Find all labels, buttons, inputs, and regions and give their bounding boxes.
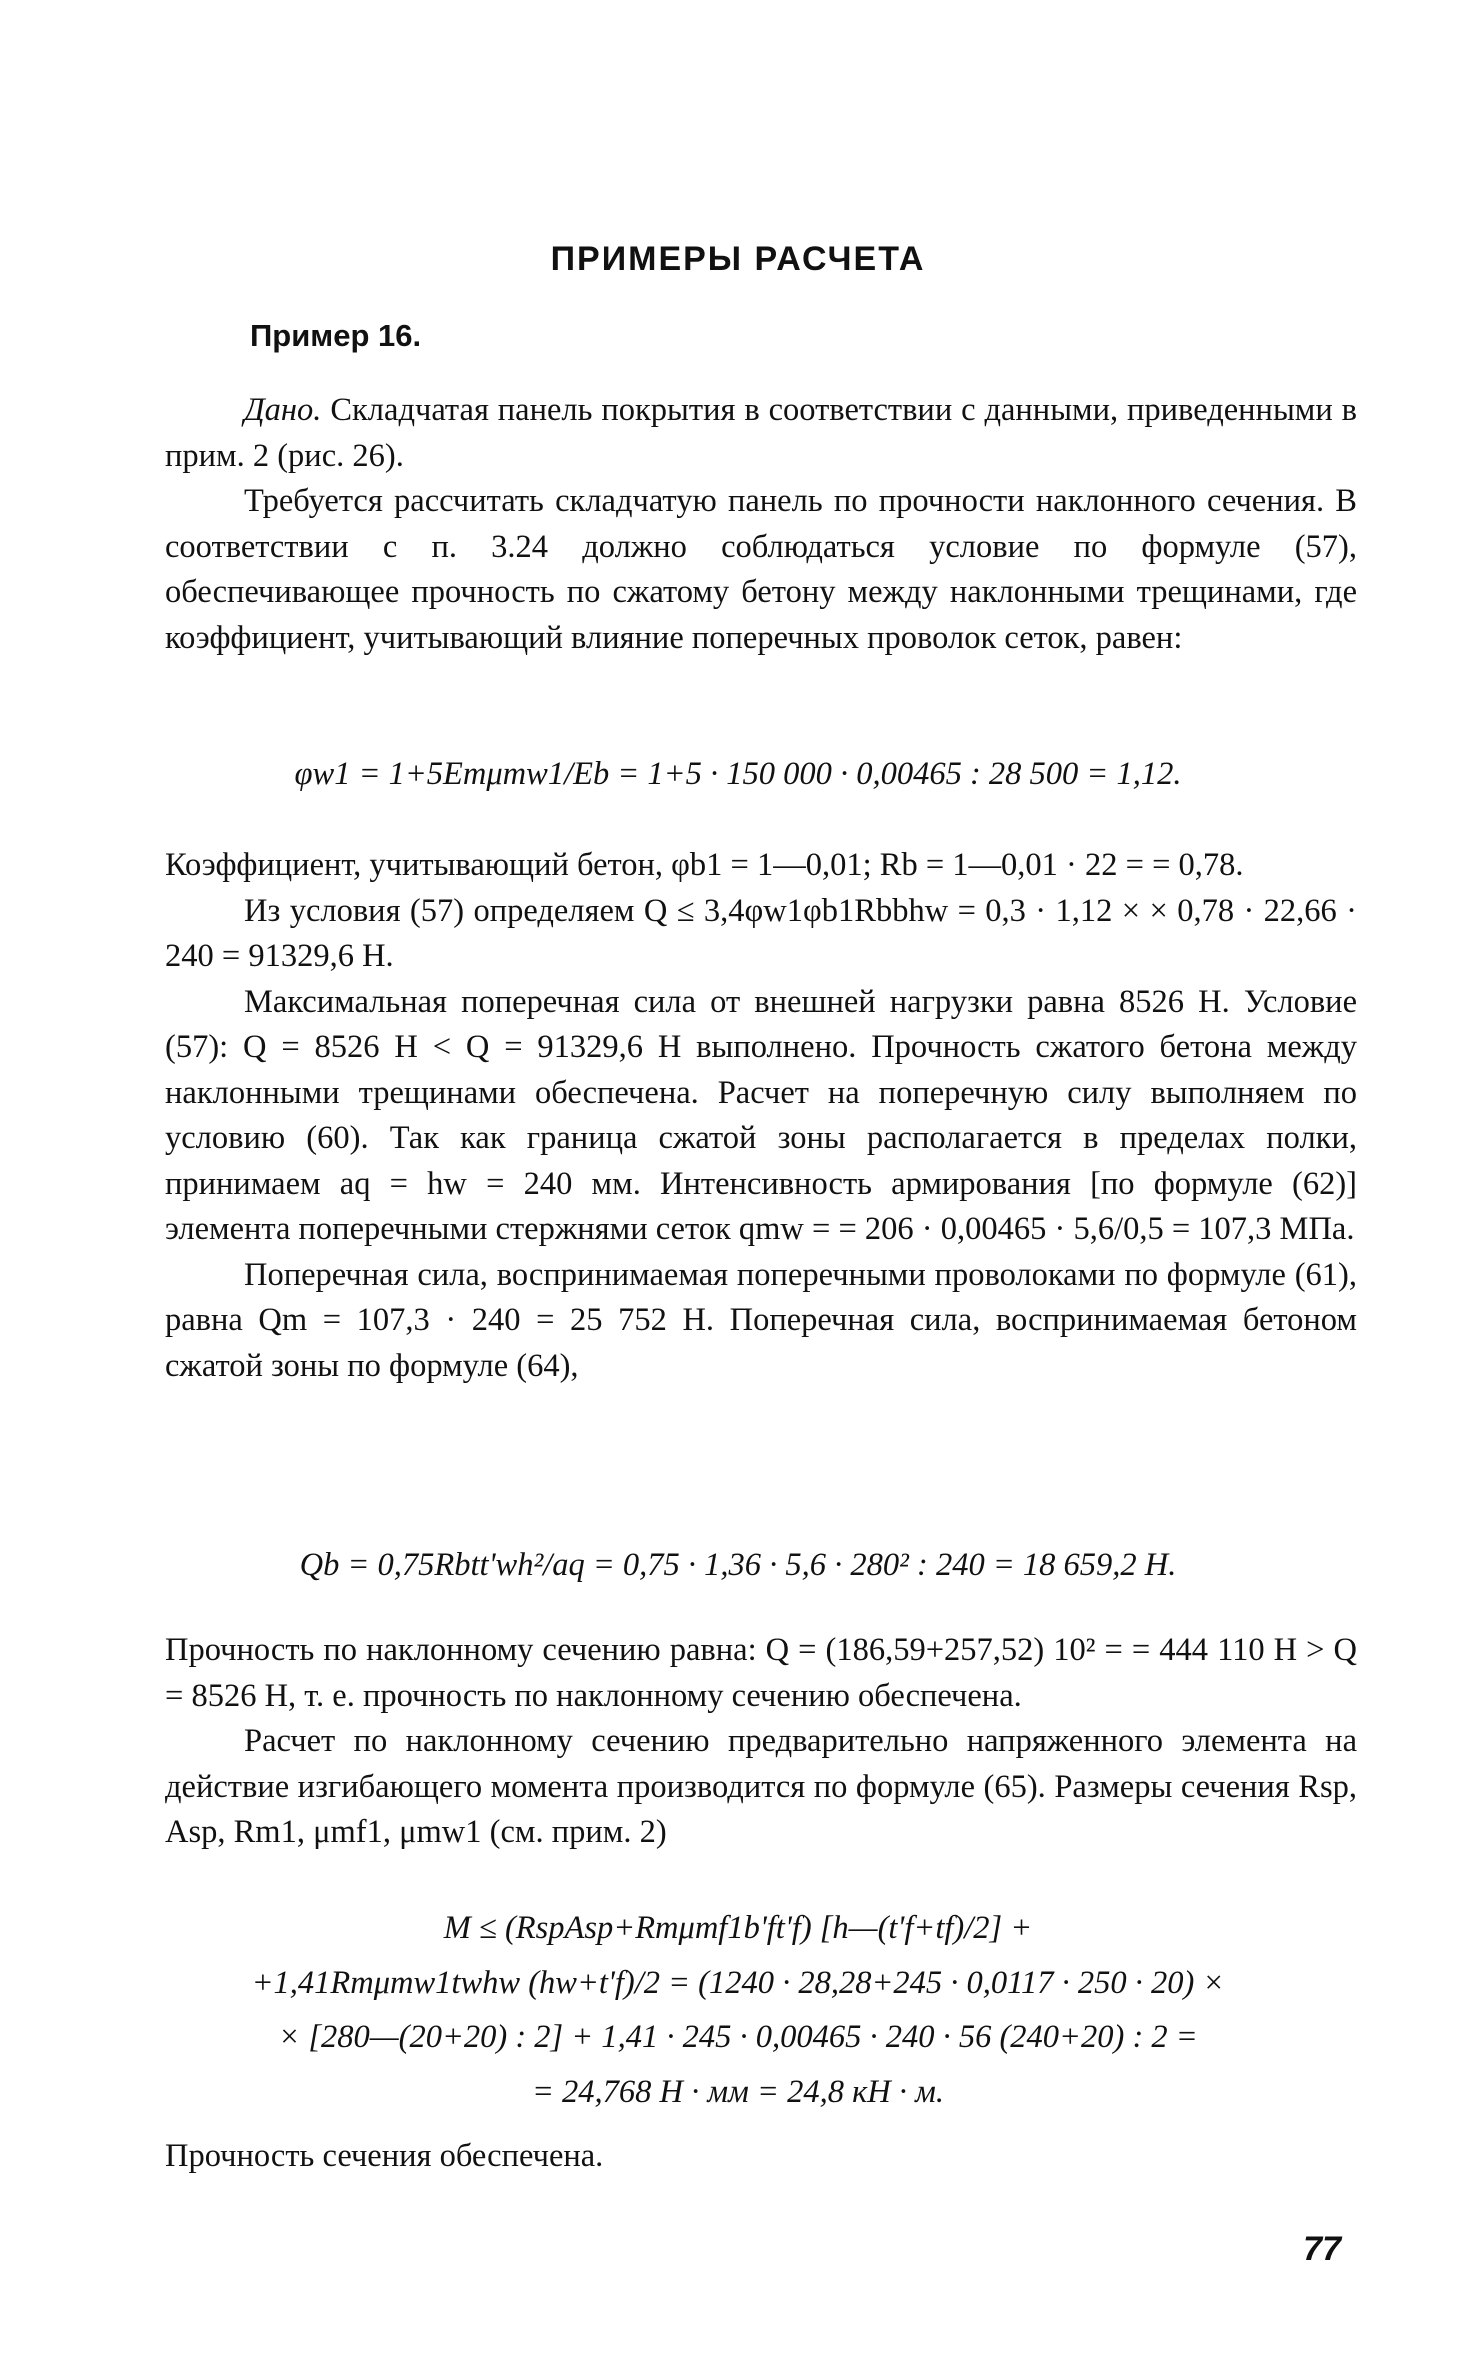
paragraph-shear-force: Максимальная поперечная сила от внешней нагрузки равна 8526 Н. Условие (57): Q = 8526 Н < Q = 91329,6 Н выполнено. Прочность сжатого бетона между наклонными трещинами обеспечена. Расчет на поперечную силу выполняем по условию (60). Так как граница сжатой зоны располагается в пределах полки, принимаем aq = hw = 240 мм. Интенсивность армирования [по формуле (62)] элемента поперечными стержнями сеток qmw = = 206 · 0,00465 · 5,6/0,5 = 107,3 МПа.	[165, 983, 1357, 1247]
text-block-3	[165, 1628, 1357, 1856]
paragraph-coefficient: Коэффициент, учитывающий бетон, φb1 = 1—0,01; Rb = 1—0,01 · 22 = = 0,78.	[165, 847, 1244, 883]
formula-moment-line-4: = 24,768 Н · мм = 24,8 кН · м.	[532, 2073, 944, 2110]
paragraph-requirement: Требуется рассчитать складчатую панель по прочности наклонного сечения. В соответствии с п. 3.24 должно соблюдаться условие по формуле (57), обеспечивающее прочность по сжатому бетону между наклонными трещинами, где коэффициент, учитывающий влияние поперечных проволок сеток, равен:	[165, 483, 1357, 656]
paragraph-transverse-force: Поперечная сила, воспринимаемая поперечными проволоками по формуле (61), равна Qm = 107,3 · 240 = 25 752 Н. Поперечная сила, воспринимаемая бетоном сжатой зоны по формуле (64),	[165, 1256, 1357, 1384]
paragraph-condition: Из условия (57) определяем Q ≤ 3,4φw1φb1Rbbhw = 0,3 · 1,12 × × 0,78 · 22,66 · 240 = 91329,6 Н.	[165, 892, 1357, 974]
given-label: Дано.	[244, 392, 322, 428]
paragraph-given	[165, 388, 1357, 479]
example-label: Пример 16.	[250, 318, 422, 353]
page-number: 77	[1303, 2230, 1341, 2268]
formula-moment-line-1: M ≤ (RspAsp+Rmμmf1b'ft'f) [h—(t'f+tf)/2] +	[443, 1910, 1033, 1946]
text-block-1	[165, 388, 1357, 661]
section-title: ПРИМЕРЫ РАСЧЕТА	[550, 240, 926, 278]
text-block-4	[165, 2134, 1357, 2180]
formula-phi-w1: φw1 = 1+5Emμmw1/Eb = 1+5 · 150 000 · 0,00465 : 28 500 = 1,12.	[294, 756, 1182, 792]
formula-qb: Qb = 0,75Rbtt'wh²/aq = 0,75 · 1,36 · 5,6 · 280² : 240 = 18 659,2 Н.	[299, 1547, 1177, 1583]
formula-moment	[0, 1906, 1476, 2115]
formula-moment-line-3: × [280—(20+20) : 2] + 1,41 · 245 · 0,00465 · 240 · 56 (240+20) : 2 =	[278, 2019, 1198, 2055]
paragraph-conclusion: Прочность сечения обеспечена.	[165, 2138, 604, 2174]
text-block-2	[165, 843, 1357, 1389]
paragraph-strength: Прочность по наклонному сечению равна: Q = (186,59+257,52) 10² = = 444 110 Н > Q = 8526 Н, т. е. прочность по наклонному сечению обеспечена.	[165, 1632, 1357, 1714]
paragraph-moment: Расчет по наклонному сечению предварительно напряженного элемента на действие изгибающего момента производится по формуле (65). Размеры сечения Rsp, Asp, Rm1, μmf1, μmw1 (см. прим. 2)	[165, 1723, 1357, 1850]
formula-moment-line-2: +1,41Rmμmw1twhw (hw+t'f)/2 = (1240 · 28,28+245 · 0,0117 · 250 · 20) ×	[251, 1964, 1225, 2001]
given-text: Складчатая панель покрытия в соответствии с данными, приведенными в прим. 2 (рис. 26).	[165, 392, 1357, 474]
